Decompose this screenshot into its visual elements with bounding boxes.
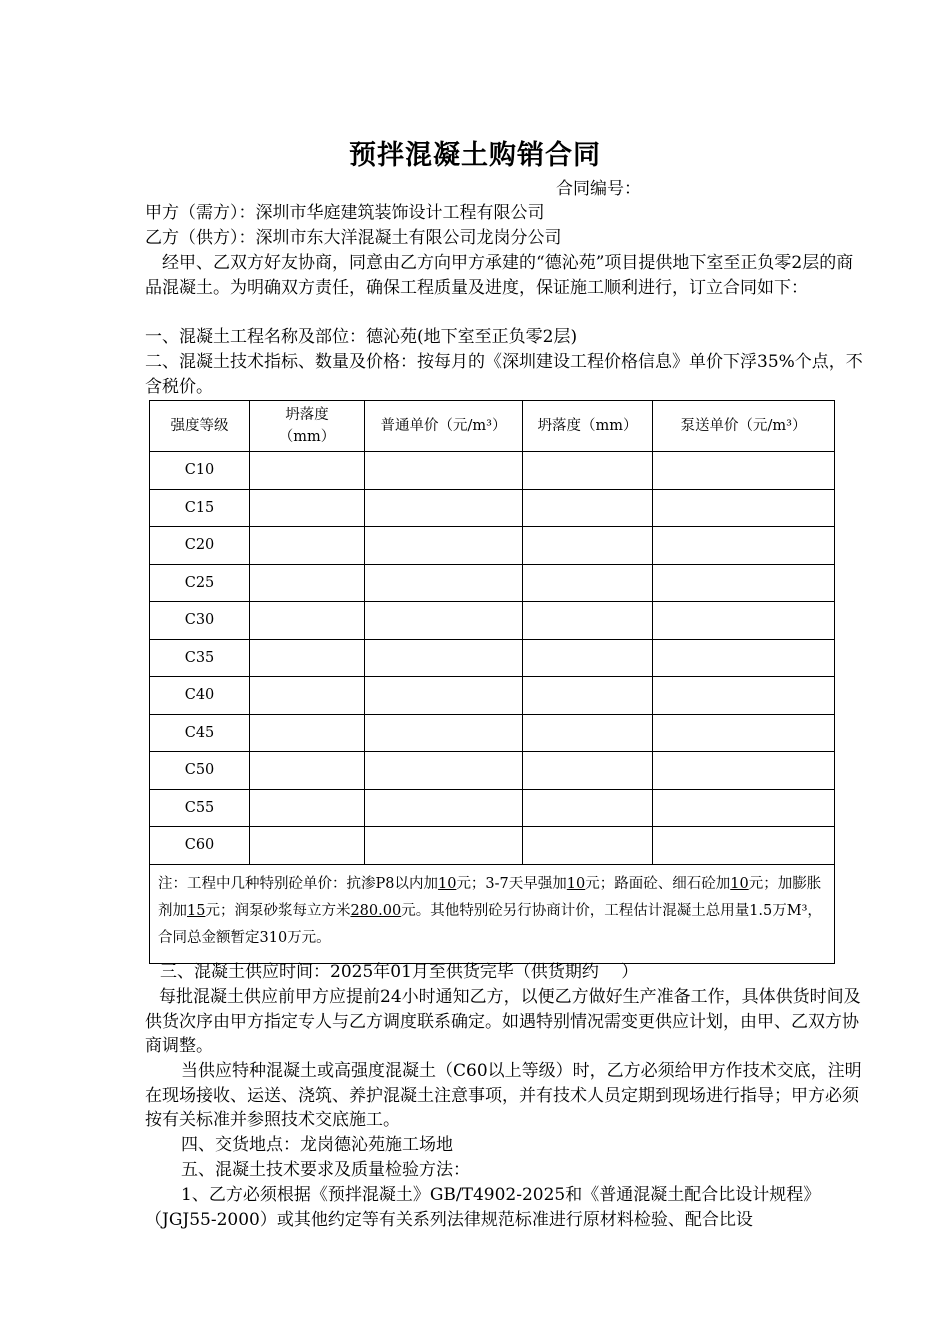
cell [653,489,835,527]
contract-number-label: 合同编号： [556,179,641,199]
cell [250,639,365,677]
table-header-row [150,401,835,452]
table-row [150,639,835,677]
section-5: 五、混凝土技术要求及质量检验方法： [181,1160,470,1180]
table-row [150,677,835,715]
cell [653,527,835,565]
grade-cell: C30 [150,602,250,640]
cell [250,452,365,490]
cell [653,564,835,602]
document-title: 预拌混凝土购销合同 [349,140,601,171]
note-value: 280.00 [350,902,402,919]
grade-cell: C10 [150,452,250,490]
cell [523,489,653,527]
grade-cell: C55 [150,789,250,827]
cell [250,827,365,865]
cell [653,827,835,865]
section-3: 三、混凝土供应时间：2025年01月至供货完毕（供货期约 ） [160,962,639,982]
table-note-row [150,864,835,963]
cell [365,752,523,790]
cell [365,527,523,565]
note-text: 元；3-7天早强加 [456,875,567,892]
party-a: 甲方（需方）：深圳市华庭建筑装饰设计工程有限公司 [145,203,545,223]
section-2-text: 二、混凝土技术指标、数量及价格：按每月的《深圳建设工程价格信息》单价下浮35%个点，不含税价。 [145,352,863,397]
section-1: 一、混凝土工程名称及部位：德沁苑(地下室至正负零2层) [145,327,578,347]
grade-cell: C20 [150,527,250,565]
party-b: 乙方（供方）：深圳市东大洋混凝土有限公司龙岗分公司 [145,228,562,248]
section-4: 四、交货地点：龙岗德沁苑施工场地 [181,1135,453,1155]
special-paragraph [145,1059,867,1133]
cell [250,677,365,715]
cell [653,452,835,490]
cell [523,827,653,865]
cell [653,714,835,752]
note-value: 15 [187,902,206,919]
cell [250,789,365,827]
note-text: 元；润泵砂浆每立方米 [205,902,351,919]
cell [250,602,365,640]
cell [365,564,523,602]
intro-text: 经甲、乙双方好友协商，同意由乙方向甲方承建的“德沁苑”项目提供地下室至正负零2层的商品混凝土。为明确双方责任，确保工程质量及进度，保证施工顺利进行，订立合同如下： [145,253,854,298]
table-row [150,602,835,640]
item-1-paragraph [145,1183,867,1232]
table-note [150,864,835,963]
cell [523,527,653,565]
cell [365,639,523,677]
grade-cell: C45 [150,714,250,752]
cell [250,714,365,752]
cell [365,452,523,490]
table-row [150,789,835,827]
note-text: 注：工程中几种特别砼单价：抗渗P8以内加 [158,875,438,892]
special-text: 当供应特种混凝土或高强度混凝土（C60以上等级）时，乙方必须给甲方作技术交底，注明在现场接收、运送、浇筑、养护混凝土注意事项，并有技术人员定期到现场进行指导；甲方必须按有关标准并参照技术交底施工。 [145,1061,862,1130]
table-row [150,564,835,602]
header-normal-price: 普通单价（元/m³） [365,401,523,452]
intro-paragraph [145,251,867,300]
item-1-text: 1、乙方必须根据《预拌混凝土》GB/T4902-2025和《普通混凝土配合比设计规程》（JGJ55-2000）或其他约定等有关系列法律规范标准进行原材料检验、配合比设 [145,1185,821,1230]
cell [653,752,835,790]
cell [523,452,653,490]
cell [365,602,523,640]
header-slump-2: 坍落度（mm） [523,401,653,452]
note-value: 10 [437,875,457,892]
cell [523,677,653,715]
grade-cell: C60 [150,827,250,865]
cell [523,564,653,602]
grade-cell: C25 [150,564,250,602]
note-text: 元。其他特别砼另行协商计价，工程估计混凝土总用量1.5万M³，合同总金额暂定310万元。 [158,902,822,946]
cell [653,639,835,677]
cell [250,489,365,527]
cell [523,752,653,790]
header-slump-1: 坍落度（mm） [250,401,365,452]
table-row [150,827,835,865]
cell [365,714,523,752]
cell [250,564,365,602]
cell [365,489,523,527]
cell [365,827,523,865]
price-table [149,400,835,964]
cell [250,527,365,565]
note-text: 元；加膨胀剂加 [158,875,822,919]
grade-cell: C40 [150,677,250,715]
grade-cell: C15 [150,489,250,527]
section-2 [145,350,867,399]
cell [250,752,365,790]
cell [365,677,523,715]
table-row [150,489,835,527]
note-value: 10 [566,875,586,892]
cell [365,789,523,827]
cell [523,639,653,677]
table-row [150,752,835,790]
cell [523,789,653,827]
cell [653,677,835,715]
header-pump-price: 泵送单价（元/m³） [653,401,835,452]
note-value: 10 [730,875,749,892]
grade-cell: C35 [150,639,250,677]
grade-cell: C50 [150,752,250,790]
header-grade: 强度等级 [150,401,250,452]
table-row [150,714,835,752]
table-row [150,527,835,565]
note-text: 元；路面砼、细石砼加 [585,875,731,892]
cell [653,602,835,640]
notice-text: 每批混凝土供应前甲方应提前24小时通知乙方，以便乙方做好生产准备工作，具体供货时间及供货次序由甲方指定专人与乙方调度联系确定。如遇特别情况需变更供应计划，由甲、乙双方协商调整。 [145,987,861,1056]
cell [523,714,653,752]
cell [523,602,653,640]
table-row [150,452,835,490]
notice-paragraph [145,985,867,1059]
cell [653,789,835,827]
